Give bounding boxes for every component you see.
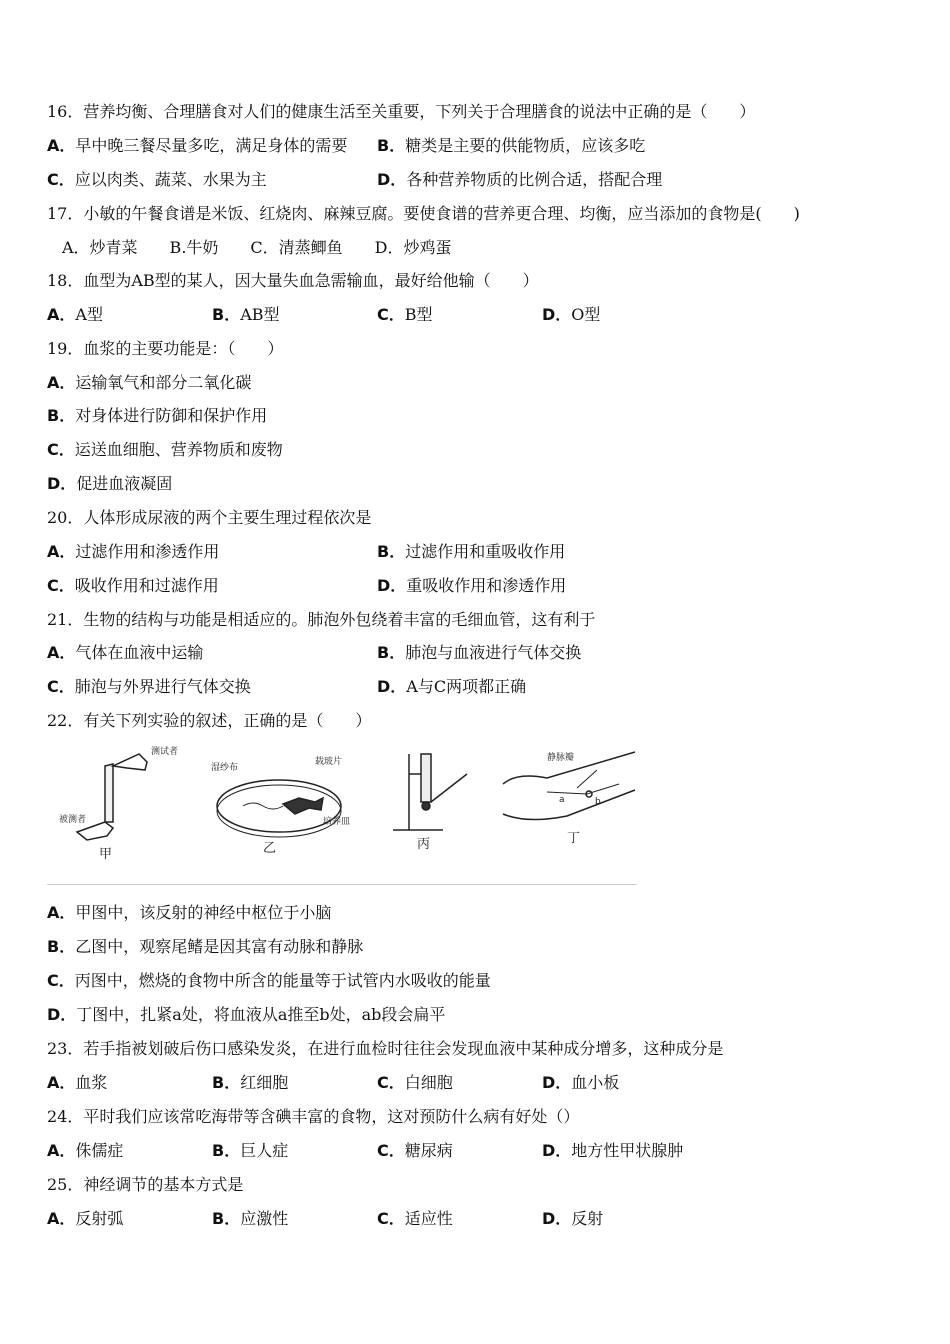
label-b: b bbox=[595, 797, 601, 807]
q20-option-b[interactable]: B．过滤作用和重吸收作用 bbox=[377, 542, 566, 561]
label-dish: 培养皿 bbox=[323, 817, 351, 827]
q25-option-a[interactable]: A．反射弧 bbox=[47, 1209, 124, 1228]
q20-options-row-2 bbox=[47, 576, 907, 596]
q24-option-d[interactable]: D．地方性甲状腺肿 bbox=[542, 1141, 684, 1160]
q17-stem: 17．小敏的午餐食谱是米饭、红烧肉、麻辣豆腐。要使食谱的营养更合理、均衡，应当添加的食物是( ) bbox=[47, 204, 800, 223]
label-tester: 测试者 bbox=[151, 747, 179, 757]
arm-bottom-icon bbox=[503, 790, 635, 820]
q21-options-row-2 bbox=[47, 677, 907, 697]
gauze-icon bbox=[243, 803, 283, 809]
q22-stem: 22．有关下列实验的叙述，正确的是（ ） bbox=[47, 711, 372, 730]
q20-option-c[interactable]: C．吸收作用和过滤作用 bbox=[47, 576, 219, 595]
q24-option-b[interactable]: B．巨人症 bbox=[212, 1141, 289, 1160]
q24-option-c[interactable]: C．糖尿病 bbox=[377, 1141, 453, 1160]
q23-option-a[interactable]: A．血浆 bbox=[47, 1073, 108, 1092]
q21-option-a[interactable]: A．气体在血液中运输 bbox=[47, 643, 204, 662]
q22-option-d[interactable]: D．丁图中，扎紧a处，将血液从a推至b处，ab段会扁平 bbox=[47, 1005, 446, 1024]
q25-stem: 25．神经调节的基本方式是 bbox=[47, 1175, 244, 1194]
q24-stem: 24．平时我们应该常吃海带等含碘丰富的食物，这对预防什么病有好处（） bbox=[47, 1107, 580, 1126]
caption-yi: 乙 bbox=[263, 841, 277, 856]
q16-option-d[interactable]: D．各种营养物质的比例合适，搭配合理 bbox=[377, 170, 663, 189]
q19-option-a[interactable]: A．运输氧气和部分二氧化碳 bbox=[47, 373, 252, 392]
q20-option-d[interactable]: D．重吸收作用和渗透作用 bbox=[377, 576, 567, 595]
tester-hand-icon bbox=[113, 754, 147, 770]
q20-stem: 20．人体形成尿液的两个主要生理过程依次是 bbox=[47, 508, 372, 527]
label-a: a bbox=[559, 795, 565, 805]
q24-options-row bbox=[47, 1141, 907, 1161]
q19-option-b[interactable]: B．对身体进行防御和保护作用 bbox=[47, 406, 268, 425]
panel-bing bbox=[393, 754, 467, 830]
q16-option-b[interactable]: B．糖类是主要的供能物质，应该多吃 bbox=[377, 136, 646, 155]
q23-stem: 23．若手指被划破后伤口感染发炎，在进行血检时往往会发现血液中某种成分增多，这种成分是 bbox=[47, 1039, 724, 1058]
panel-yi bbox=[217, 780, 341, 837]
q19-option-d[interactable]: D．促进血液凝固 bbox=[47, 474, 173, 493]
q22-option-a[interactable]: A．甲图中，该反射的神经中枢位于小脑 bbox=[47, 903, 332, 922]
vein-icon bbox=[547, 784, 619, 794]
q25-option-b[interactable]: B．应激性 bbox=[212, 1209, 289, 1228]
q23-option-c[interactable]: C．白细胞 bbox=[377, 1073, 453, 1092]
food-sample-icon bbox=[422, 802, 430, 810]
q18-stem: 18．血型为AB型的某人，因大量失血急需输血，最好给他输（ ） bbox=[47, 271, 539, 290]
q23-options-row bbox=[47, 1073, 907, 1093]
q19-stem: 19．血浆的主要功能是：（ ） bbox=[47, 339, 284, 358]
caption-jia: 甲 bbox=[99, 847, 113, 862]
q21-options-row-1 bbox=[47, 643, 907, 663]
needle-icon bbox=[431, 774, 467, 802]
q17-options[interactable]: A．炒青菜 B.牛奶 C．清蒸鲫鱼 D．炒鸡蛋 bbox=[62, 238, 452, 257]
q18-options-row bbox=[47, 305, 907, 325]
q16-options-row-1 bbox=[47, 136, 907, 156]
q21-option-c[interactable]: C．肺泡与外界进行气体交换 bbox=[47, 677, 251, 696]
q21-option-b[interactable]: B．肺泡与血液进行气体交换 bbox=[377, 643, 582, 662]
q20-options-row-1 bbox=[47, 542, 907, 562]
label-slide: 载玻片 bbox=[315, 757, 343, 767]
q18-option-a[interactable]: A．A型 bbox=[47, 305, 103, 324]
q22-option-c[interactable]: C．丙图中，燃烧的食物中所含的能量等于试管内水吸收的能量 bbox=[47, 971, 491, 990]
q25-option-c[interactable]: C．适应性 bbox=[377, 1209, 453, 1228]
q21-stem: 21．生物的结构与功能是相适应的。肺泡外包绕着丰富的毛细血管，这有利于 bbox=[47, 610, 596, 629]
label-vein: 静脉瓣 bbox=[547, 753, 575, 763]
q18-option-c[interactable]: C．B型 bbox=[377, 305, 433, 324]
panel-jia bbox=[77, 754, 147, 840]
q23-option-d[interactable]: D．血小板 bbox=[542, 1073, 620, 1092]
caption-bing: 丙 bbox=[417, 837, 431, 852]
q21-option-d[interactable]: D．A与C两项都正确 bbox=[377, 677, 527, 696]
q18-option-d[interactable]: D．O型 bbox=[542, 305, 601, 324]
q16-option-a[interactable]: A．早中晚三餐尽量多吃，满足身体的需要 bbox=[47, 136, 348, 155]
ruler-icon bbox=[105, 764, 113, 822]
caption-ding: 丁 bbox=[567, 831, 581, 846]
q25-options-row bbox=[47, 1209, 907, 1229]
q24-option-a[interactable]: A．侏儒症 bbox=[47, 1141, 124, 1160]
q16-options-row-2 bbox=[47, 170, 907, 190]
fish-icon bbox=[283, 798, 323, 814]
experiment-diagram bbox=[47, 744, 637, 884]
q18-option-b[interactable]: B．AB型 bbox=[212, 305, 280, 324]
q22-experiment-figure bbox=[47, 744, 637, 885]
q19-option-c[interactable]: C．运送血细胞、营养物质和废物 bbox=[47, 440, 283, 459]
pointer-icon bbox=[577, 770, 597, 788]
test-tube-icon bbox=[421, 754, 431, 802]
petri-dish-rim-icon bbox=[217, 785, 341, 837]
label-subject: 被测者 bbox=[59, 815, 87, 825]
q20-option-a[interactable]: A．过滤作用和渗透作用 bbox=[47, 542, 220, 561]
label-wet-gauze: 湿纱布 bbox=[211, 763, 239, 773]
q16-option-c[interactable]: C．应以肉类、蔬菜、水果为主 bbox=[47, 170, 267, 189]
q22-option-b[interactable]: B．乙图中，观察尾鳍是因其富有动脉和静脉 bbox=[47, 937, 364, 956]
q25-option-d[interactable]: D．反射 bbox=[542, 1209, 604, 1228]
q23-option-b[interactable]: B．红细胞 bbox=[212, 1073, 289, 1092]
q16-stem: 16．营养均衡、合理膳食对人们的健康生活至关重要，下列关于合理膳食的说法中正确的是（ ） bbox=[47, 102, 756, 121]
